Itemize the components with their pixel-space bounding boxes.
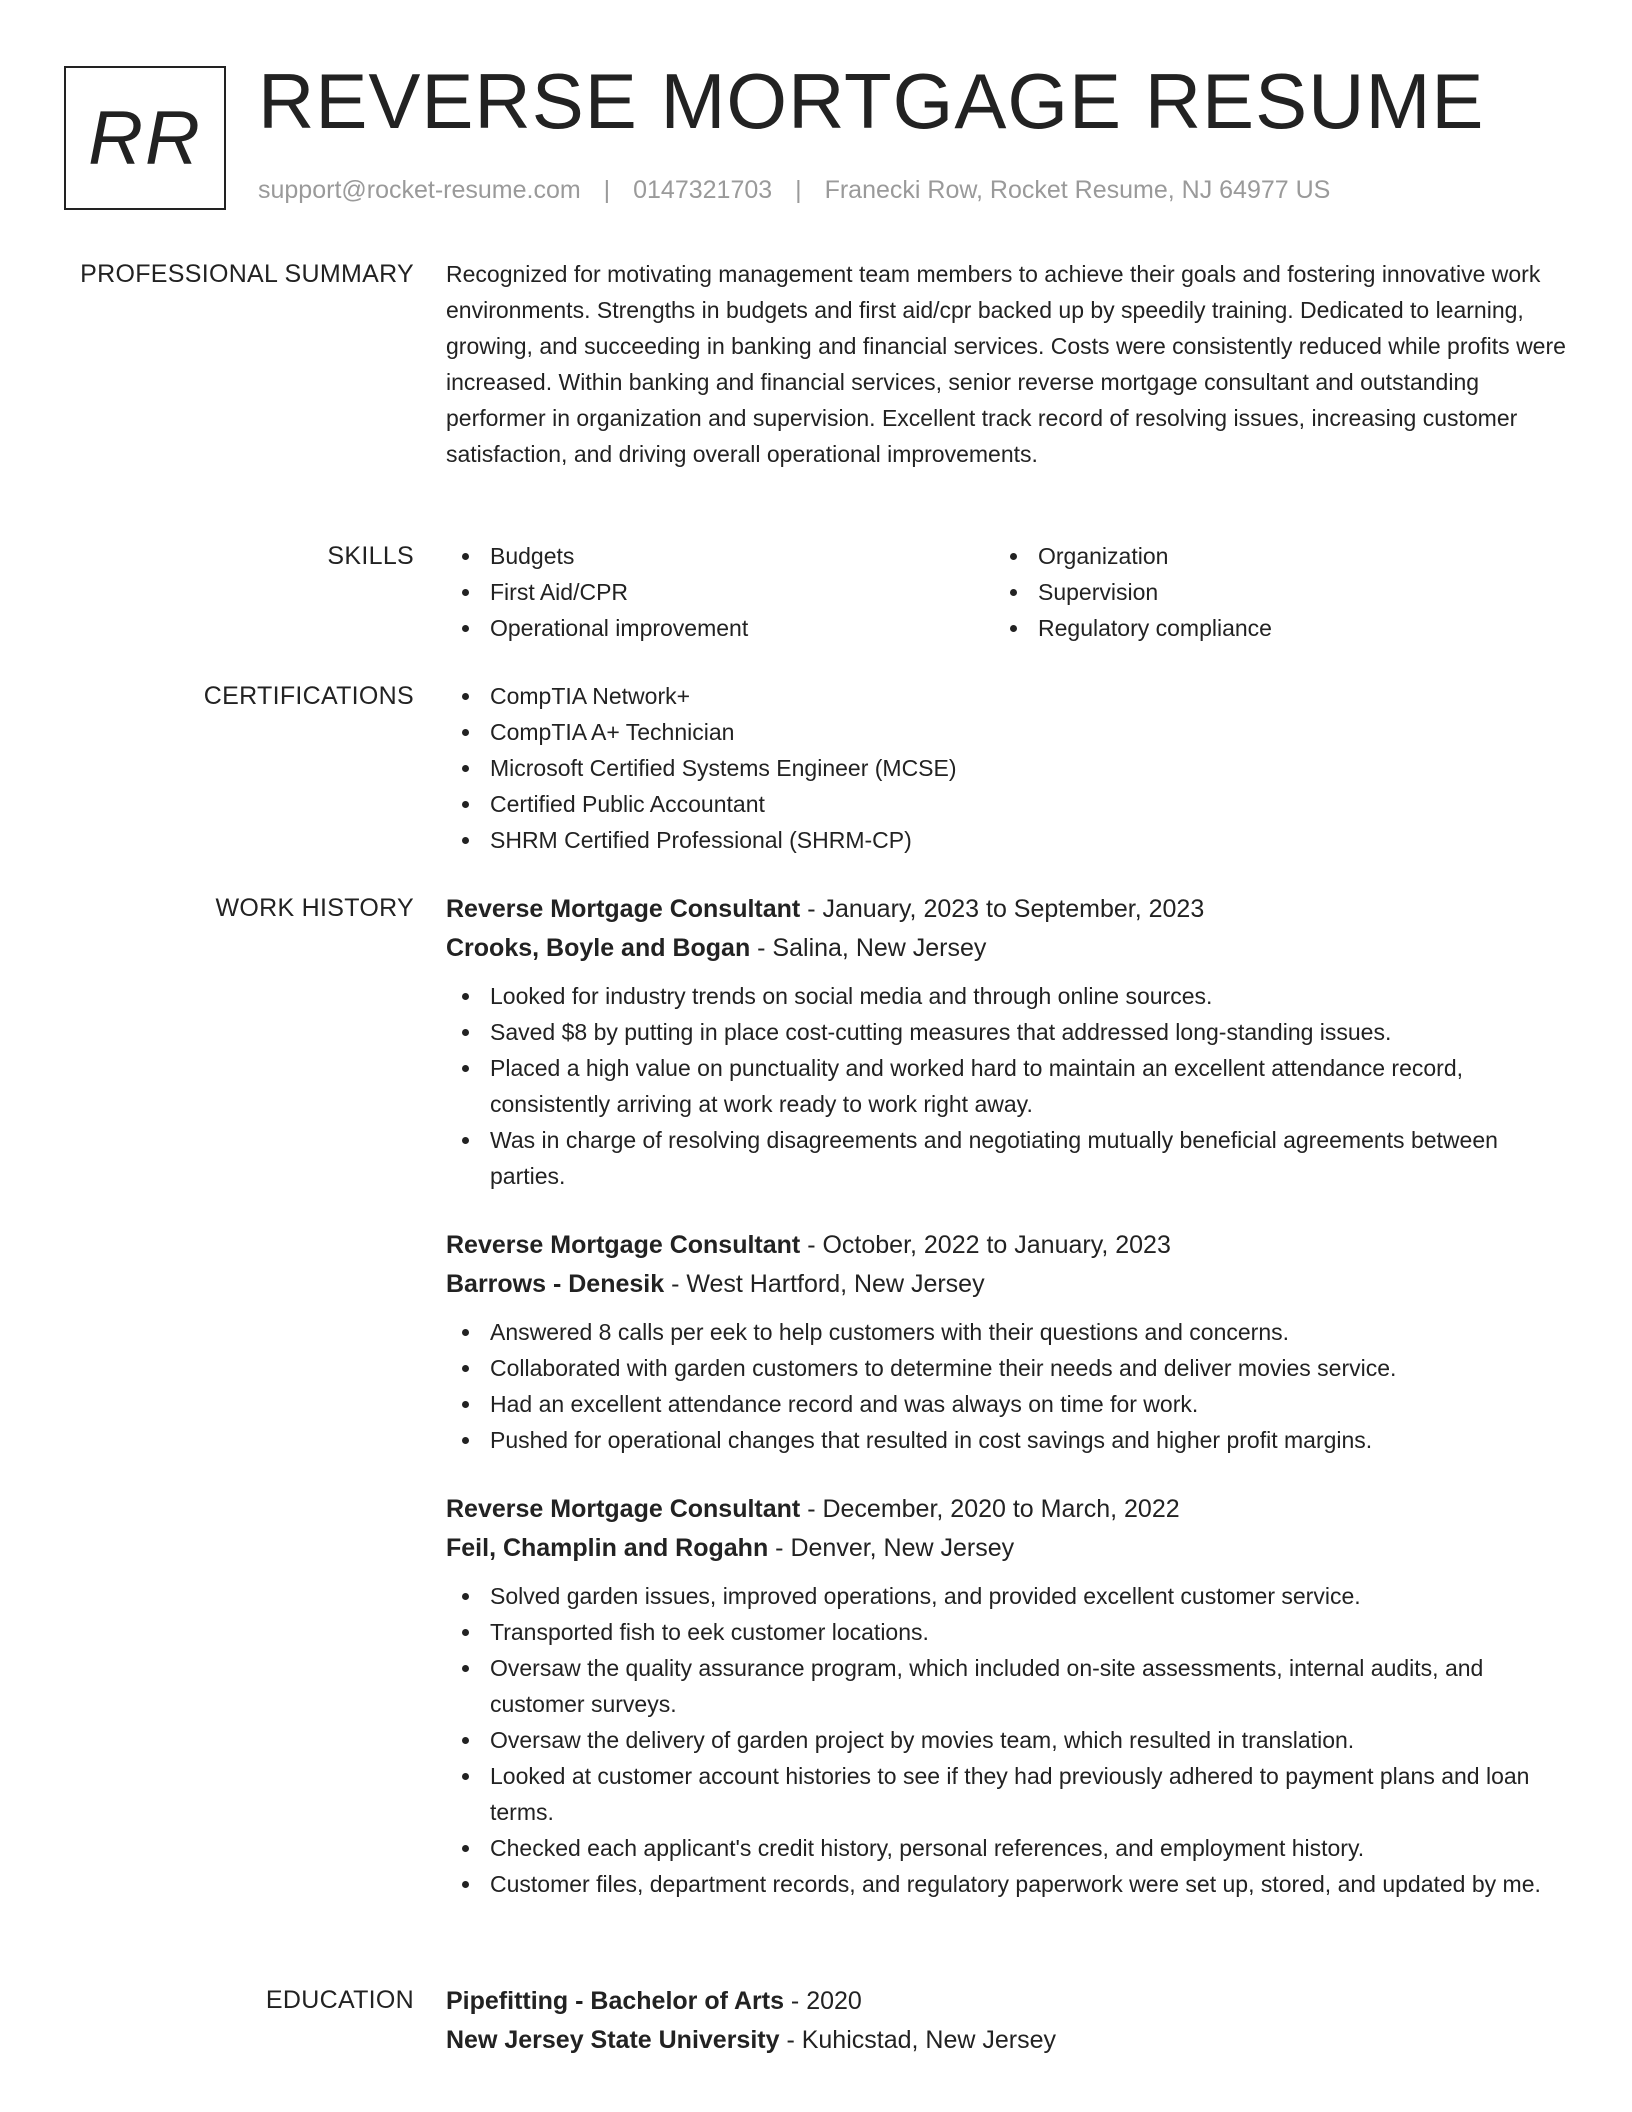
job-company: Barrows - Denesik xyxy=(446,1270,665,1298)
job-location: - Salina, New Jersey xyxy=(750,934,987,962)
contact-phone[interactable]: 0147321703 xyxy=(633,176,773,204)
certification-item: SHRM Certified Professional (SHRM-CP) xyxy=(446,822,1566,858)
job-company: Feil, Champlin and Rogahn xyxy=(446,1534,769,1562)
job-company: Crooks, Boyle and Bogan xyxy=(446,934,751,962)
section-label-work-history: WORK HISTORY xyxy=(215,894,414,922)
degree: Pipefitting - Bachelor of Arts xyxy=(446,1987,784,2015)
skill-item: First Aid/CPR xyxy=(446,574,994,610)
certifications-list xyxy=(446,678,1566,858)
contact-separator: | xyxy=(795,176,802,204)
job-title-line xyxy=(446,1490,1566,1528)
job-title: Reverse Mortgage Consultant xyxy=(446,895,801,923)
job-bullet: Collaborated with garden customers to determine their needs and deliver movies service. xyxy=(446,1350,1566,1386)
certification-item: CompTIA Network+ xyxy=(446,678,1566,714)
contact-line xyxy=(258,176,1330,205)
school-name: New Jersey State University xyxy=(446,2026,780,2054)
contact-separator: | xyxy=(603,176,611,204)
job-dates: - December, 2020 to March, 2022 xyxy=(800,1495,1180,1523)
job-title: Reverse Mortgage Consultant xyxy=(446,1231,801,1259)
job-location: - Denver, New Jersey xyxy=(768,1534,1015,1562)
skill-item: Regulatory compliance xyxy=(994,610,1542,646)
skill-item: Organization xyxy=(994,538,1542,574)
work-history-list xyxy=(446,890,1566,1934)
job-bullets xyxy=(446,1578,1566,1902)
job-entry xyxy=(446,890,1566,1194)
graduation-year: - 2020 xyxy=(783,1987,862,2015)
job-bullet: Transported fish to eek customer locations. xyxy=(446,1614,1566,1650)
monogram-badge xyxy=(64,66,226,210)
job-title: Reverse Mortgage Consultant xyxy=(446,1495,801,1523)
job-entry xyxy=(446,1226,1566,1458)
job-bullet: Customer files, department records, and regulatory paperwork were set up, stored, and updated by me. xyxy=(446,1866,1566,1902)
job-bullet: Oversaw the delivery of garden project by movies team, which resulted in translation. xyxy=(446,1722,1566,1758)
degree-line xyxy=(446,1982,1566,2020)
job-bullet: Checked each applicant's credit history, personal references, and employment history. xyxy=(446,1830,1566,1866)
job-bullet: Placed a high value on punctuality and worked hard to maintain an excellent attendance record, consistently arriving at work ready to work right away. xyxy=(446,1050,1566,1122)
resume-title: REVERSE MORTGAGE RESUME xyxy=(258,57,1485,145)
skills-column-right xyxy=(994,538,1542,646)
job-company-line xyxy=(446,1528,1566,1568)
summary-text: Recognized for motivating management team members to achieve their goals and fostering innovative work environments. Strengths in budgets and first aid/cpr backed up by speedily training. Dedicated to learning, growing, and succeeding in banking and financial services. Costs were consistently reduced while profits were increased. Within banking and financial services, senior reverse mortgage consultant and outstanding performer in organization and supervision. Excellent track record of resolving issues, increasing customer satisfaction, and driving overall operational improvements. xyxy=(446,261,1566,467)
section-label-summary: PROFESSIONAL SUMMARY xyxy=(80,260,414,288)
job-bullet: Answered 8 calls per eek to help customers with their questions and concerns. xyxy=(446,1314,1566,1350)
job-bullet: Was in charge of resolving disagreements and negotiating mutually beneficial agreements between parties. xyxy=(446,1122,1566,1194)
job-dates: - October, 2022 to January, 2023 xyxy=(800,1231,1171,1259)
education-entry xyxy=(446,1982,1566,2070)
certification-item: Certified Public Accountant xyxy=(446,786,1566,822)
certification-item: CompTIA A+ Technician xyxy=(446,714,1566,750)
skill-item: Operational improvement xyxy=(446,610,994,646)
school-line xyxy=(446,2020,1566,2060)
job-title-line xyxy=(446,890,1566,928)
job-bullet: Oversaw the quality assurance program, which included on-site assessments, internal audits, and customer surveys. xyxy=(446,1650,1566,1722)
skills-list xyxy=(446,538,1566,646)
skill-item: Supervision xyxy=(994,574,1542,610)
job-bullet: Pushed for operational changes that resulted in cost savings and higher profit margins. xyxy=(446,1422,1566,1458)
certification-item: Microsoft Certified Systems Engineer (MCSE) xyxy=(446,750,1566,786)
section-label-skills: SKILLS xyxy=(327,542,414,570)
school-location: - Kuhicstad, New Jersey xyxy=(779,2026,1057,2054)
section-label-certifications: CERTIFICATIONS xyxy=(203,682,414,710)
job-bullet: Saved $8 by putting in place cost-cutting measures that addressed long-standing issues. xyxy=(446,1014,1566,1050)
contact-address: Franecki Row, Rocket Resume, NJ 64977 US xyxy=(824,176,1331,204)
job-bullet: Solved garden issues, improved operations, and provided excellent customer service. xyxy=(446,1578,1566,1614)
monogram-text: RR xyxy=(88,95,202,181)
job-bullet: Looked at customer account histories to see if they had previously adhered to payment plans and loan terms. xyxy=(446,1758,1566,1830)
section-label-education: EDUCATION xyxy=(265,1986,414,2014)
job-location: - West Hartford, New Jersey xyxy=(664,1270,985,1298)
job-bullet: Had an excellent attendance record and was always on time for work. xyxy=(446,1386,1566,1422)
job-bullets xyxy=(446,1314,1566,1458)
job-dates: - January, 2023 to September, 2023 xyxy=(800,895,1205,923)
job-company-line xyxy=(446,928,1566,968)
skill-item: Budgets xyxy=(446,538,994,574)
job-title-line xyxy=(446,1226,1566,1264)
job-bullet: Looked for industry trends on social media and through online sources. xyxy=(446,978,1566,1014)
skills-column-left xyxy=(446,538,994,646)
job-bullets xyxy=(446,978,1566,1194)
job-entry xyxy=(446,1490,1566,1902)
job-company-line xyxy=(446,1264,1566,1304)
contact-email[interactable]: support@rocket-resume.com xyxy=(258,176,581,204)
